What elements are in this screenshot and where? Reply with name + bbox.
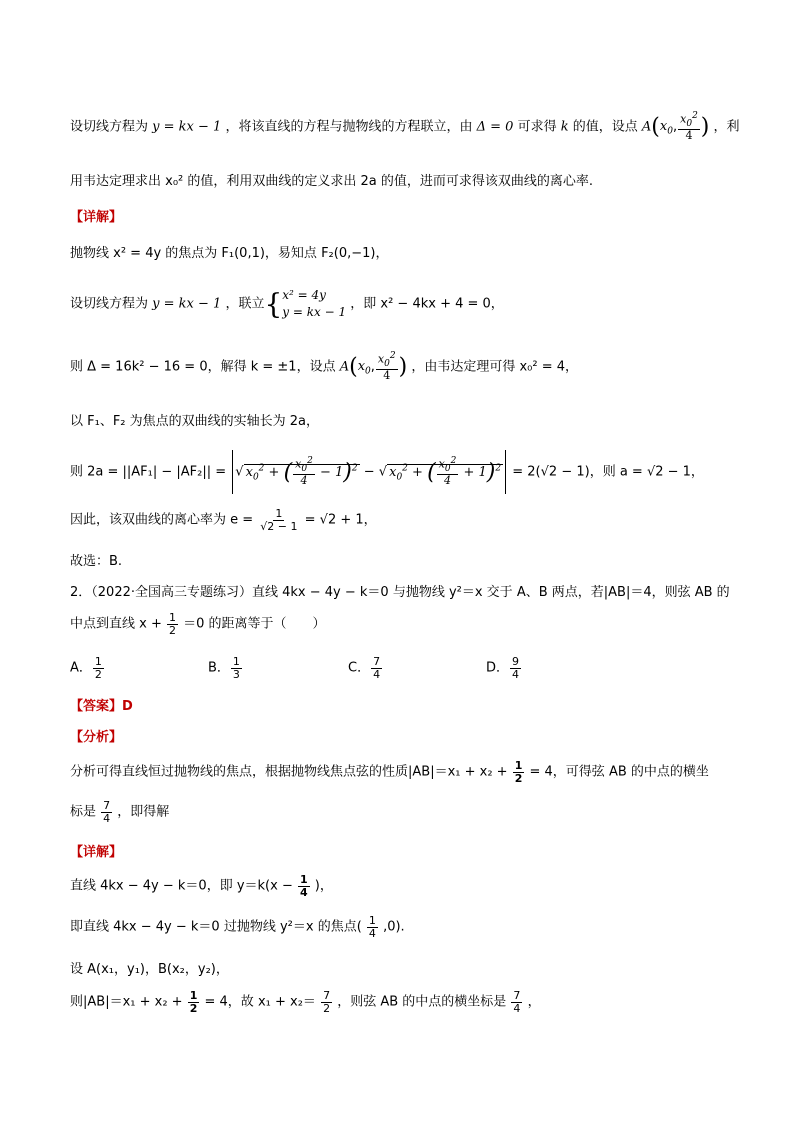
text: 直线 4kx − 4y − k＝0，即 y＝k(x − (70, 878, 293, 894)
question-2-line-1: 2．（2022·全国高三专题练习）直线 4kx − 4y − k＝0 与抛物线 y²＝x 交于 A、B 两点，若|AB|＝4，则弦 AB 的 (70, 585, 730, 600)
text: 设切线方程为 (70, 296, 149, 312)
detail2-line-1 (70, 874, 333, 898)
text: 标是 (70, 804, 97, 820)
variable: k (560, 119, 569, 135)
fraction: $\frac{7}{2}$ (323, 989, 331, 1015)
paren: ( (349, 354, 358, 380)
text: = √2 + 1， (304, 512, 377, 528)
fraction: $\frac{1}{2}$ (189, 989, 198, 1015)
fraction: $\frac{1}{2}$ (514, 759, 523, 785)
option-d: D． $\frac{9}{4}$ (486, 655, 520, 681)
text: 因此，该双曲线的离心率为 e = (70, 512, 254, 528)
equation: y = kx − 1 (152, 119, 222, 135)
text: 即直线 4kx − 4y − k＝0 过抛物线 y²＝x 的焦点( (70, 919, 362, 935)
analysis-line-1 (70, 760, 709, 784)
paren: ) (398, 354, 408, 380)
text: ，利 (713, 119, 740, 135)
equation: y = kx − 1 (152, 296, 222, 312)
text: ，将该直线的方程与抛物线的方程联立，由 (225, 119, 473, 135)
x0: $x_0$ (357, 359, 371, 377)
text: ，即得解 (117, 804, 170, 820)
detail2-line-4 (70, 990, 541, 1014)
text: ， (527, 994, 541, 1010)
text: 中点到直线 x + (70, 616, 162, 632)
text: 的值，设点 (572, 119, 638, 135)
detail-line-6 (70, 508, 377, 532)
point-label: A (339, 359, 350, 375)
fraction: $\frac{1}{4}$ (368, 914, 376, 940)
text: 设切线方程为 (70, 119, 149, 135)
paren: ) (700, 114, 710, 140)
fraction: $\frac{1}{√2 - 1}$ (260, 507, 298, 533)
detail-line-4: 以 F₁、F₂ 为焦点的双曲线的实轴长为 2a， (70, 414, 320, 429)
answer-heading: 【答案】D (70, 699, 133, 714)
sqrt-expr-1: √ $x_0^2$ + ( $\frac{x_0^2}{4}$ − 1)$^2$ (235, 456, 358, 488)
paren: ( (651, 114, 660, 140)
text: = 4，可得弦 AB 的中点的横坐 (529, 764, 709, 780)
fraction: $\frac{1}{2}$ (169, 611, 176, 637)
fraction: $\frac{7}{4}$ (513, 989, 521, 1015)
text: ，即 x² − 4kx + 4 = 0， (350, 296, 504, 312)
text: 分析可得直线恒过抛物线的焦点，根据抛物线焦点弦的性质|AB|＝x₁ + x₂ + (70, 764, 508, 780)
detail2-line-3: 设 A(x₁，y₁)，B(x₂，y₂)， (70, 962, 229, 977)
text: ＝0 的距离等于（ ） (183, 616, 326, 632)
detail-heading: 【详解】 (70, 210, 123, 225)
analysis-line-2 (70, 800, 169, 824)
text: 则|AB|＝x₁ + x₂ + (70, 994, 183, 1010)
abs-bar (232, 450, 233, 494)
option-c: C． $\frac{7}{4}$ (348, 655, 381, 681)
detail-heading-2: 【详解】 (70, 845, 123, 860)
option-b: B． $\frac{1}{3}$ (208, 655, 240, 681)
option-a: A． $\frac{1}{2}$ (70, 655, 102, 681)
text: ，由韦达定理可得 x₀² = 4， (411, 359, 579, 375)
text: ,0). (383, 919, 405, 935)
detail-line-1: 抛物线 x² = 4y 的焦点为 F₁(0,1)，易知点 F₂(0,−1)， (70, 246, 389, 261)
solution-line-2: 用韦达定理求出 x₀² 的值，利用双曲线的定义求出 2a 的值，进而可求得该双曲线的离心率. (70, 174, 594, 189)
abs-bar (505, 450, 506, 494)
system: x² = 4y y = kx − 1 (282, 288, 347, 319)
text: ，则弦 AB 的中点的横坐标是 (337, 994, 507, 1010)
fraction: $\frac{x_0^2}{4}$ (680, 111, 698, 143)
text: = 2(√2 − 1)，则 a = √2 − 1， (512, 464, 704, 480)
fraction: $\frac{7}{4}$ (103, 799, 111, 825)
detail-line-3: 则 Δ = 16k² − 16 = 0，解得 k = ±1，设点 $A(x_0$, $\frac{x_0^2}{4}$ ) ，由韦达定理可得 x₀² = 4， (70, 351, 579, 383)
detail-line-2 (70, 287, 504, 321)
solution-line-1: 设切线方程为 y = kx − 1 ，将该直线的方程与抛物线的方程联立，由 Δ = 0 可求得 k 的值，设点 $A(x_0$, $\frac{x_0^2}{4}$ ) ，利 (70, 111, 740, 143)
brace: { (264, 287, 283, 321)
text: 则 2a = ||AF₁| − |AF₂|| = (70, 464, 227, 480)
sqrt-expr-2: √ $x_0^2$ + ( $\frac{x_0^2}{4}$ + 1)$^2$ (378, 456, 502, 488)
text: 则 Δ = 16k² − 16 = 0，解得 k = ±1，设点 (70, 359, 336, 375)
x0: $x_0$ (659, 119, 673, 137)
question-2-line-2 (70, 612, 326, 636)
analysis-heading: 【分析】 (70, 730, 123, 745)
text: )， (314, 878, 333, 894)
point-label: A (641, 119, 652, 135)
text: ，联立 (225, 296, 265, 312)
fraction: $\frac{x_0^2}{4}$ (377, 351, 396, 383)
detail-line-7: 故选：B. (70, 554, 123, 569)
detail-line-5: 则 2a = ||AF₁| − |AF₂|| = √ $x_0^2$ + ( $\frac{x_0^2}{4}$ − 1)$^2$ − √ $x_0^2$ + ( $\frac{x_0^2}{4}$ + 1)$^2$ = 2(√2 − 1)，则 a = √2 − 1， (70, 450, 704, 494)
text: = 4，故 x₁ + x₂＝ (204, 994, 316, 1010)
text: 可求得 (517, 119, 557, 135)
detail2-line-2 (70, 915, 405, 939)
equation: Δ = 0 (476, 119, 514, 135)
fraction: $\frac{1}{4}$ (300, 873, 308, 899)
